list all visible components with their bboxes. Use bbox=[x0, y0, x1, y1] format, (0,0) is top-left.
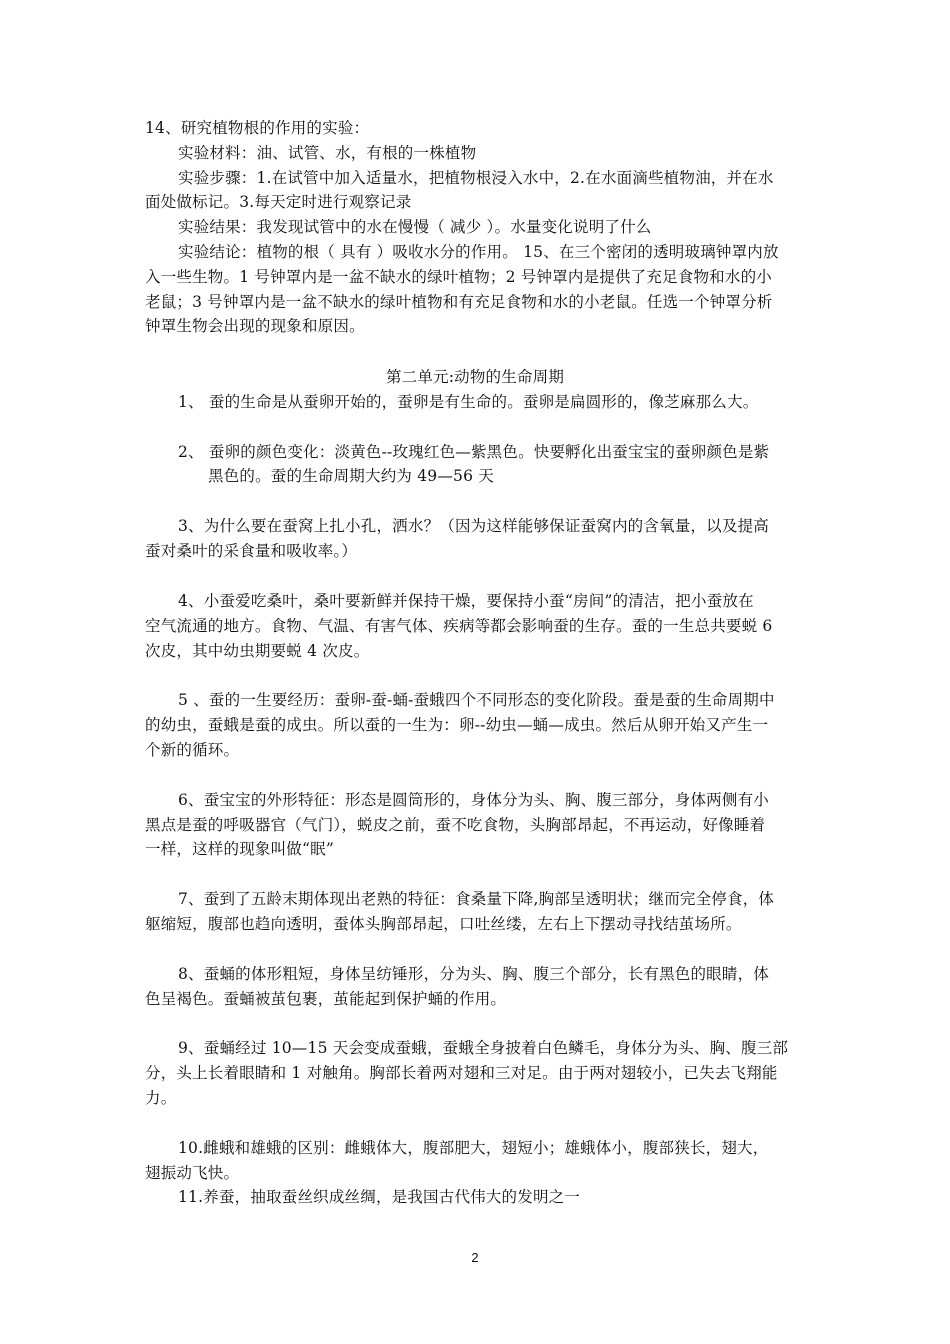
text-line: 实验结果：我发现试管中的水在慢慢（ 减少 ）。水量变化说明了什么 bbox=[178, 218, 652, 236]
page-number: 2 bbox=[471, 1250, 479, 1265]
text-line: 个新的循环。 bbox=[145, 741, 240, 759]
list-item: 5 、蚕的一生要经历：蚕卵-蚕-蛹-蚕蛾四个不同形态的变化阶段。蚕是蚕的生命周期中 bbox=[178, 691, 775, 709]
list-item: 2、 蚕卵的颜色变化：淡黄色--玫瑰红色—紫黑色。快要孵化出蚕宝宝的蚕卵颜色是紫 bbox=[178, 443, 770, 461]
text-line: 实验步骤：1.在试管中加入适量水，把植物根浸入水中，2.在水面滴些植物油，并在水 bbox=[178, 169, 774, 187]
text-line: 蚕对桑叶的采食量和吸收率。） bbox=[145, 542, 358, 560]
list-item: 7、蚕到了五龄末期体现出老熟的特征：食桑量下降,胸部呈透明状；继而完全停食，体 bbox=[178, 890, 775, 908]
text-line: 黑色的。蚕的生命周期大约为 49—56 天 bbox=[208, 467, 495, 485]
list-item: 9、蚕蛹经过 10—15 天会变成蚕蛾，蚕蛾全身披着白色鳞毛，身体分为头、胸、腹三部 bbox=[178, 1039, 789, 1057]
list-item: 11.养蚕，抽取蚕丝织成丝绸，是我国古代伟大的发明之一 bbox=[178, 1188, 581, 1206]
text-line: 分，头上长着眼睛和 1 对触角。胸部长着两对翅和三对足。由于两对翅较小，已失去飞翔能 bbox=[145, 1064, 778, 1082]
text-line: 面处做标记。3.每天定时进行观察记录 bbox=[145, 193, 412, 211]
text-line: 一样，这样的现象叫做“眠” bbox=[145, 840, 334, 858]
list-item: 4、小蚕爱吃桑叶，桑叶要新鲜并保持干燥，要保持小蚕“房间”的清洁，把小蚕放在 bbox=[178, 592, 754, 610]
list-item: 1、 蚕的生命是从蚕卵开始的，蚕卵是有生命的。蚕卵是扁圆形的，像芝麻那么大。 bbox=[178, 393, 759, 411]
text-line: 老鼠；3 号钟罩内是一盆不缺水的绿叶植物和有充足食物和水的小老鼠。任选一个钟罩分析 bbox=[145, 293, 773, 311]
section-title: 第二单元:动物的生命周期 bbox=[385, 368, 565, 386]
list-item: 10.雌蛾和雄蛾的区别：雌蛾体大，腹部肥大，翅短小；雄蛾体小，腹部狭长，翅大， bbox=[178, 1139, 769, 1157]
text-line: 力。 bbox=[145, 1089, 177, 1107]
text-line: 躯缩短，腹部也趋向透明，蚕体头胸部昂起，口吐丝缕，左右上下摆动寻找结茧场所。 bbox=[145, 915, 742, 933]
list-item: 6、蚕宝宝的外形特征：形态是圆筒形的，身体分为头、胸、腹三部分，身体两侧有小 bbox=[178, 791, 769, 809]
text-line: 次皮，其中幼虫期要蜕 4 次皮。 bbox=[145, 642, 370, 660]
text-line: 的幼虫，蚕蛾是蚕的成虫。所以蚕的一生为：卵--幼虫—蛹—成虫。然后从卵开始又产生一 bbox=[145, 716, 769, 734]
text-line: 钟罩生物会出现的现象和原因。 bbox=[145, 317, 365, 335]
text-line: 色呈褐色。蚕蛹被茧包裹，茧能起到保护蛹的作用。 bbox=[145, 990, 507, 1008]
text-line: 空气流通的地方。食物、气温、有害气体、疾病等都会影响蚕的生存。蚕的一生总共要蜕 6 bbox=[145, 617, 773, 635]
text-line: 实验材料：油、试管、水，有根的一株植物 bbox=[178, 144, 477, 162]
text-line: 翅振动飞快。 bbox=[145, 1164, 240, 1182]
text-line: 入一些生物。1 号钟罩内是一盆不缺水的绿叶植物；2 号钟罩内是提供了充足食物和水的小 bbox=[145, 268, 772, 286]
list-item: 8、蚕蛹的体形粗短，身体呈纺锤形，分为头、胸、腹三个部分，长有黑色的眼睛，体 bbox=[178, 965, 769, 983]
text-line: 14、研究植物根的作用的实验： bbox=[145, 119, 370, 137]
text-line: 黑点是蚕的呼吸器官（气门），蜕皮之前，蚕不吃食物，头胸部昂起，不再运动，好像睡着 bbox=[145, 816, 766, 834]
text-line: 实验结论：植物的根（ 具有 ）吸收水分的作用。 15、在三个密闭的透明玻璃钟罩内放 bbox=[178, 243, 779, 261]
list-item: 3、为什么要在蚕窝上扎小孔，洒水？（因为这样能够保证蚕窝内的含氧量，以及提高 bbox=[178, 517, 769, 535]
